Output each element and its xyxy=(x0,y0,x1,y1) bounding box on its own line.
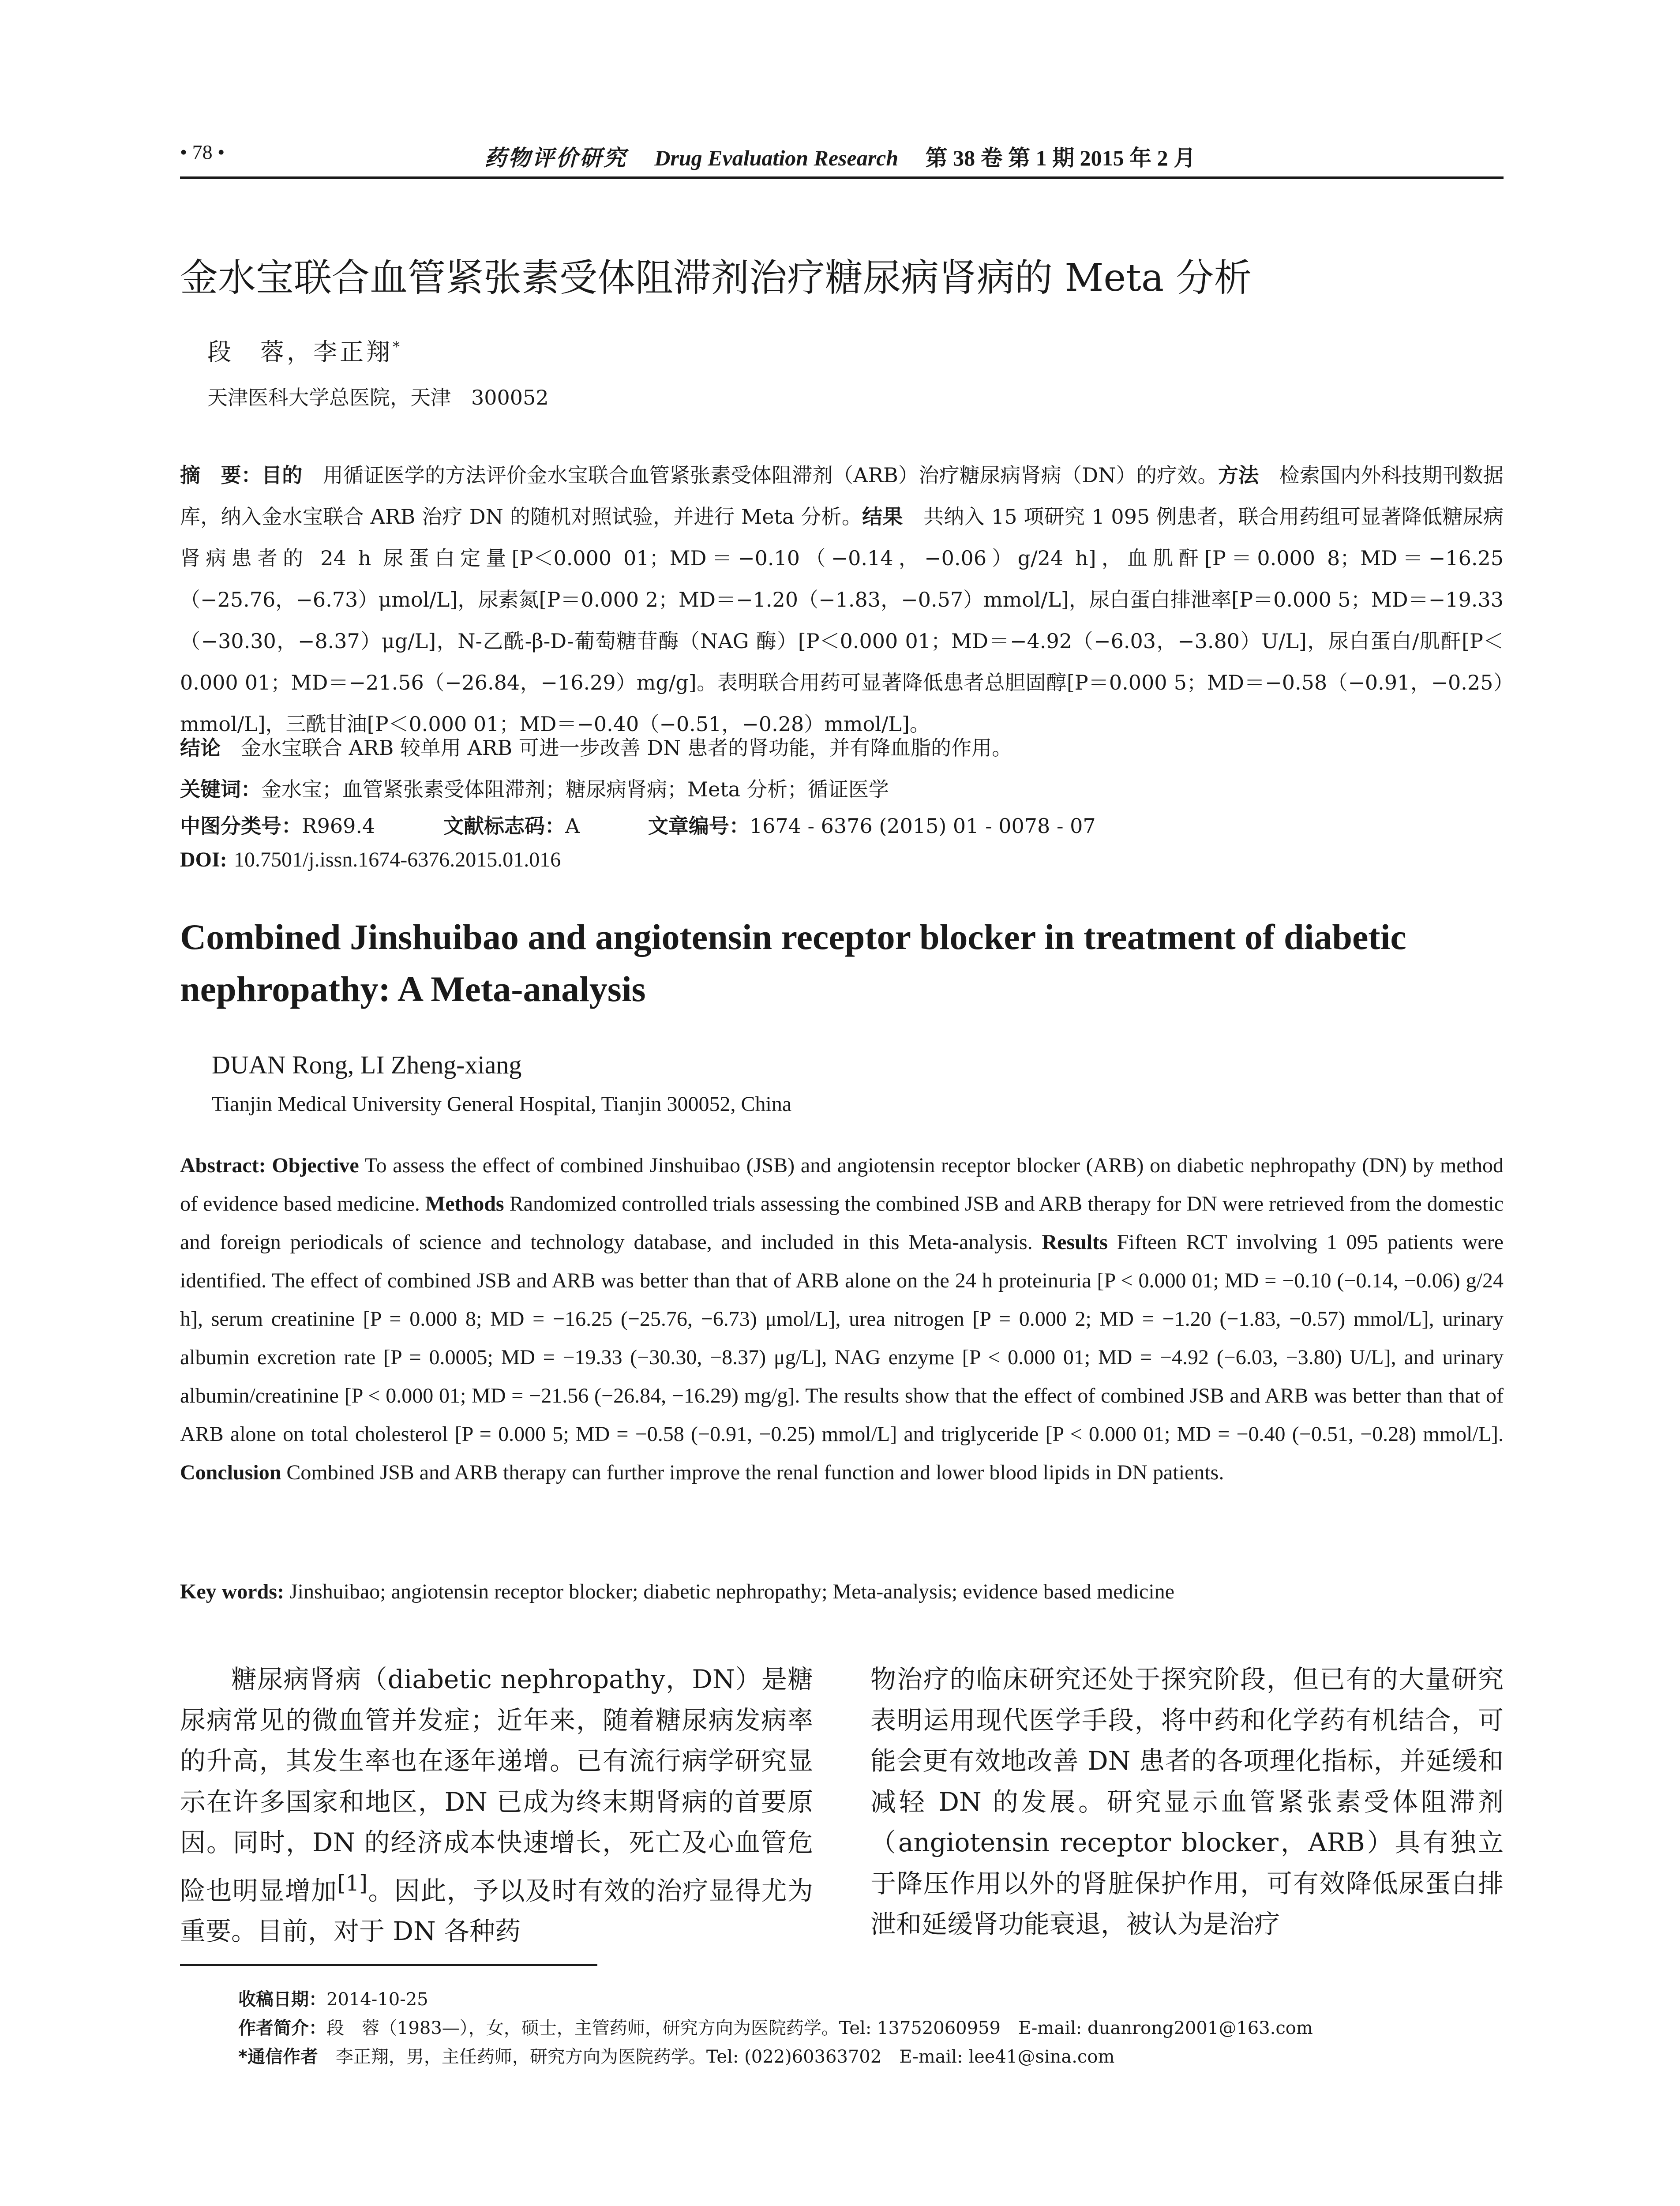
abstract-en xyxy=(180,1146,1504,1492)
journal-issue: 第 38 卷 第 1 期 2015 年 2 月 xyxy=(925,146,1196,170)
body-column-right: 物治疗的临床研究还处于探究阶段，但已有的大量研究表明运用现代医学手段，将中药和化学药有机结合，可能会更有效地改善 DN 患者的各项理化指标，并延缓和减轻 DN 的发展。研究显示血管紧张素受体阻滞剂（angiotensin receptor blocker，ARB）具有独立于降压作用以外的肾脏保护作用，可有效降低尿蛋白排泄和延缓肾功能衰退，被认为是治疗 xyxy=(870,1664,1504,1939)
results-en-label: Results xyxy=(1042,1231,1108,1254)
conclusion-cn-label: 结论 xyxy=(180,736,221,760)
keywords-cn xyxy=(180,769,1504,810)
doc-code-value: A xyxy=(565,814,580,838)
abstract-cn xyxy=(180,454,1504,745)
footnote-corresponding xyxy=(238,2043,1114,2068)
methods-en-label: Methods xyxy=(425,1192,504,1216)
received-date: 2014-10-25 xyxy=(326,1989,428,2010)
abstract-cn-label: 摘 要： xyxy=(180,463,262,487)
methods-en-text: Randomized controlled trials assessing the combined JSB and ARB therapy for DN were retrieved from the domestic and foreign periodicals of science and technology database, and included in this Meta-analysis. xyxy=(180,1192,1504,1254)
keywords-en-text: Jinshuibao; angiotensin receptor blocker; diabetic nephropathy; Meta-analysis; evidence based medicine xyxy=(284,1580,1174,1603)
page-number: • 78 • xyxy=(180,141,225,163)
keywords-en-label: Key words: xyxy=(180,1580,284,1603)
footnote-rule xyxy=(180,1964,597,1966)
methods-cn-text: 检索国内外科技期刊数据库，纳入金水宝联合 ARB 治疗 DN 的随机对照试验，并进行 Meta 分析。 xyxy=(180,463,1504,529)
author-info-label: 作者简介： xyxy=(238,2018,326,2038)
body-left-text-2: 。因此，予以及时有效的治疗显得尤为重要。目前，对于 DN 各种药 xyxy=(180,1875,813,1947)
article-no-label: 文章编号： xyxy=(648,814,750,838)
header-rule xyxy=(180,176,1504,179)
methods-cn-label: 方法 xyxy=(1218,463,1259,487)
keywords-en xyxy=(180,1579,1504,1604)
doc-code-label: 文献标志码： xyxy=(443,814,565,838)
conclusion-cn xyxy=(180,727,1504,769)
corresponding-info: 李正翔，男，主任药师，研究方向为医院药学。Tel: (022)60363702 E-mail: lee41@sina.com xyxy=(318,2047,1115,2067)
objective-cn-text: 用循证医学的方法评价金水宝联合血管紧张素受体阻滞剂（ARB）治疗糖尿病肾病（DN）的疗效。 xyxy=(302,463,1218,487)
results-cn-label: 结果 xyxy=(862,505,903,529)
journal-name-en: Drug Evaluation Research xyxy=(654,146,899,170)
conclusion-cn-text: 金水宝联合 ARB 较单用 ARB 可进一步改善 DN 患者的肾功能，并有降血脂的作用。 xyxy=(221,736,1012,760)
doi-line xyxy=(180,847,561,872)
received-label: 收稿日期： xyxy=(238,1989,326,2010)
clc-label: 中图分类号： xyxy=(180,814,302,838)
footnote-author xyxy=(238,2014,1313,2039)
results-en-text: Fifteen RCT involving 1 095 patients were identified. The effect of combined JSB and ARB was better than that of ARB alone on the 24 h proteinuria [P < 0.000 01; MD = −0.10 (−0.14, −0.06) g/24 h], serum creatinine [P = 0.000 8; MD = −16.25 (−25.76, −6.73) μmol/L], urea nitrogen [P = 0.000 2; MD = −1.20 (−1.83, −0.57) mmol/L], urinary albumin excretion rate [P = 0.0005; MD = −19.33 (−30.30, −8.37) μg/L], NAG enzyme [P < 0.000 01; MD = −4.92 (−6.03, −3.80) U/L], and urinary albumin/creatinine [P < 0.000 01; MD = −21.56 (−26.84, −16.29) mg/g]. The results show that the effect of combined JSB and ARB was better than that of ARB alone on total cholesterol [P = 0.000 5; MD = −0.58 (−0.91, −0.25) mmol/L] and triglyceride [P < 0.000 01; MD = −0.40 (−0.51, −0.28) mmol/L]. xyxy=(180,1231,1504,1446)
body-left-text-1: 糖尿病肾病（diabetic nephropathy，DN）是糖尿病常见的微血管并发症；近年来，随着糖尿病发病率的升高，其发生率也在逐年递增。已有流行病学研究显示在许多国家和地区，DN 已成为终末期肾病的首要原因。同时，DN 的经济成本快速增长，死亡及心血管危险也明显增加 xyxy=(180,1664,813,1906)
citation-ref[interactable]: [1] xyxy=(337,1871,368,1896)
corresponding-mark: * xyxy=(393,338,402,355)
authors-en: DUAN Rong, LI Zheng-xiang xyxy=(212,1050,522,1079)
doi-label: DOI: xyxy=(180,848,227,871)
keywords-cn-text: 金水宝；血管紧张素受体阻滞剂；糖尿病肾病；Meta 分析；循证医学 xyxy=(261,777,889,801)
affiliation-en: Tianjin Medical University General Hospital, Tianjin 300052, China xyxy=(212,1092,792,1116)
classification-line xyxy=(180,810,1096,839)
doi-value: 10.7501/j.issn.1674-6376.2015.01.016 xyxy=(233,848,561,871)
article-no-value: 1674 - 6376 (2015) 01 - 0078 - 07 xyxy=(749,814,1096,838)
article-title-cn: 金水宝联合血管紧张素受体阻滞剂治疗糖尿病肾病的 Meta 分析 xyxy=(180,256,1252,300)
conclusion-en-text: Combined JSB and ARB therapy can further improve the renal function and lower blood lipids in DN patients. xyxy=(281,1461,1224,1484)
affiliation-cn: 天津医科大学总医院，天津 300052 xyxy=(207,386,549,409)
keywords-cn-label: 关键词： xyxy=(180,777,261,801)
objective-en-text: To assess the effect of combined Jinshuibao (JSB) and angiotensin receptor blocker (ARB) on diabetic nephropathy (DN) by method of evidence based medicine. xyxy=(180,1154,1504,1216)
clc-value: R969.4 xyxy=(302,814,375,838)
objective-cn-label: 目的 xyxy=(261,463,303,487)
article-title-en: Combined Jinshuibao and angiotensin receptor blocker in treatment of diabetic nephropathy: A Meta-analysis xyxy=(180,917,1406,1009)
objective-en-label: Objective xyxy=(272,1154,359,1177)
body-column-left xyxy=(180,1659,813,1952)
corresponding-label: *通信作者 xyxy=(238,2047,318,2067)
author-info: 段 蓉（1983—），女，硕士，主管药师，研究方向为医院药学。Tel: 13752060959 E-mail: duanrong2001@163.com xyxy=(326,2018,1313,2038)
journal-name-cn: 药物评价研究 xyxy=(484,145,627,171)
conclusion-en-label: Conclusion xyxy=(180,1461,281,1484)
abstract-en-label: Abstract: xyxy=(180,1154,266,1177)
running-head xyxy=(0,140,1680,172)
footnote-received xyxy=(238,1985,428,2011)
authors-cn xyxy=(207,333,402,367)
results-cn-text: 共纳入 15 项研究 1 095 例患者，联合用药组可显著降低糖尿病肾病患者的 24 h 尿蛋白定量[P＜0.000 01；MD＝−0.10（−0.14，−0.06）g/24 h]，血肌酐[P＝0.000 8；MD＝−16.25（−25.76，−6.73）μmol/L]，尿素氮[P＝0.000 2；MD＝−1.20（−1.83，−0.57）mmol/L]，尿白蛋白排泄率[P＝0.000 5；MD＝−19.33（−30.30，−8.37）μg/L]，N-乙酰-β-D-葡萄糖苷酶（NAG 酶）[P＜0.000 01；MD＝−4.92（−6.03，−3.80）U/L]，尿白蛋白/肌酐[P＜0.000 01；MD＝−21.56（−26.84，−16.29）mg/g]。表明联合用药可显著降低患者总胆固醇[P＝0.000 5；MD＝−0.58（−0.91，−0.25）mmol/L]，三酰甘油[P＜0.000 01；MD＝−0.40（−0.51，−0.28）mmol/L]。 xyxy=(180,505,1504,736)
authors-cn-names: 段 蓉，李正翔 xyxy=(207,338,393,366)
